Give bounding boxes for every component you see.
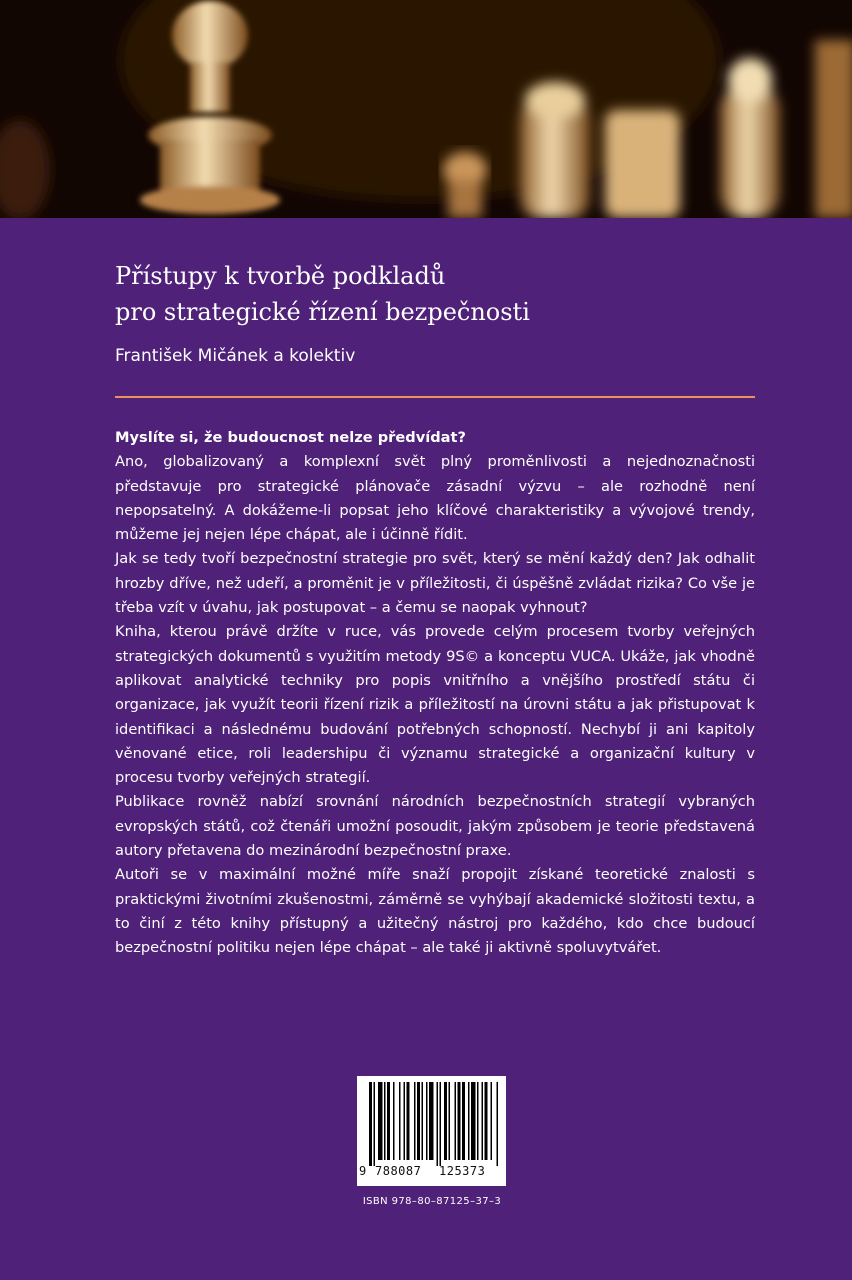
- chess-pieces-illustration: [0, 0, 852, 218]
- barcode-bar: [449, 1082, 451, 1160]
- isbn-number: ISBN 978–80–87125–37–3: [362, 1196, 502, 1207]
- author-line: František Mičánek a kolektiv: [115, 346, 356, 366]
- barcode-bar: [414, 1082, 416, 1160]
- barcode-bar: [455, 1082, 457, 1160]
- blurb-paragraph: Autoři se v maximální možné míře snaží propojit získané teoretické znalosti s praktickými životními zkušenostmi, záměrně se vyhýbají akademické složitosti textu, a to činí z této knihy přístupný a užitečný nástroj pro každého, kdo chce budoucí bezpečnostní politiku nejen lépe chápat – ale také ji aktivně spoluvytvářet.: [115, 866, 755, 957]
- barcode-bar: [491, 1082, 493, 1160]
- barcode-bar: [384, 1082, 386, 1160]
- barcode: [357, 1076, 506, 1186]
- barcode-bar: [497, 1082, 499, 1166]
- barcode-bar: [387, 1082, 390, 1160]
- barcode-bar: [426, 1082, 428, 1160]
- barcode-bar: [422, 1082, 424, 1160]
- chess-pieces-photo: [0, 0, 852, 218]
- barcode-bar: [429, 1082, 434, 1160]
- title-line-2: pro strategické řízení bezpečnosti: [115, 298, 530, 326]
- barcode-right-digits: 125373: [439, 1164, 486, 1178]
- barcode-bar: [440, 1082, 442, 1166]
- barcode-lead-digit: 9: [359, 1164, 367, 1178]
- barcode-digits: [357, 1164, 506, 1182]
- barcode-bar: [417, 1082, 420, 1160]
- barcode-bar: [378, 1082, 383, 1160]
- blurb-paragraph: Publikace rovněž nabízí srovnání národních bezpečnostních strategií vybraných evropských států, což čtenáři umožní posoudit, jakým způsobem je teorie představená autory přetavena do mezinárodní bezpečnostní praxe.: [115, 793, 755, 860]
- barcode-bar: [399, 1082, 401, 1160]
- title-line-1: Přístupy k tvorbě podkladů: [115, 262, 446, 290]
- barcode-bar: [482, 1082, 484, 1160]
- divider-line: [115, 396, 755, 398]
- barcode-bar: [369, 1082, 372, 1166]
- barcode-bar: [437, 1082, 439, 1166]
- barcode-bar: [458, 1082, 461, 1160]
- barcode-bar: [407, 1082, 410, 1160]
- barcode-bar: [444, 1082, 447, 1160]
- barcode-bar: [462, 1082, 465, 1160]
- blurb-paragraph: Kniha, kterou právě držíte v ruce, vás provede celým procesem tvorby veřejných strategických dokumentů s využitím metody 9S© a konceptu VUCA. Ukáže, jak vhodně aplikovat analytické techniky pro popis vnitřního a vnějšího prostředí státu či organizace, jak využít teorii řízení rizik a příležitostí na úrovni státu a jak přistupovat k identifikaci a následnému budování potřebných schopností. Nechybí ji ani kapitoly věnované etice, roli leadershipu či významu strategické a organizační kultury v procesu tvorby veřejných strategií.: [115, 623, 755, 787]
- barcode-bars: [357, 1076, 506, 1172]
- barcode-bar: [393, 1082, 395, 1160]
- blurb-paragraph: Jak se tedy tvoří bezpečnostní strategie pro svět, který se mění každý den? Jak odhalit hrozby dříve, než udeří, a proměnit je v příležitosti, či úspěšně zvládat rizika? Co vše je třeba vzít v úvahu, jak postupovat – a čemu se naopak vyhnout?: [115, 550, 755, 617]
- barcode-bar: [404, 1082, 406, 1160]
- barcode-bar: [471, 1082, 476, 1160]
- blurb-paragraph: Ano, globalizovaný a komplexní svět plný proměnlivosti a nejednoznačnosti představuje pro strategické plánovače zásadní výzvu – ale rozhodně není nepopsatelný. A dokážeme-li popsat jeho klíčové charakteristiky a vývojové trendy, můžeme jej nejen lépe chápat, ale i účinně řídit.: [115, 453, 755, 544]
- barcode-bar: [485, 1082, 488, 1160]
- barcode-left-digits: 788087: [375, 1164, 422, 1178]
- barcode-bar: [468, 1082, 470, 1160]
- blurb: [115, 426, 755, 961]
- barcode-bar: [477, 1082, 479, 1160]
- barcode-bar: [374, 1082, 376, 1166]
- book-title: [115, 258, 735, 330]
- blurb-lead: Myslíte si, že budoucnost nelze předvídat?: [115, 429, 466, 446]
